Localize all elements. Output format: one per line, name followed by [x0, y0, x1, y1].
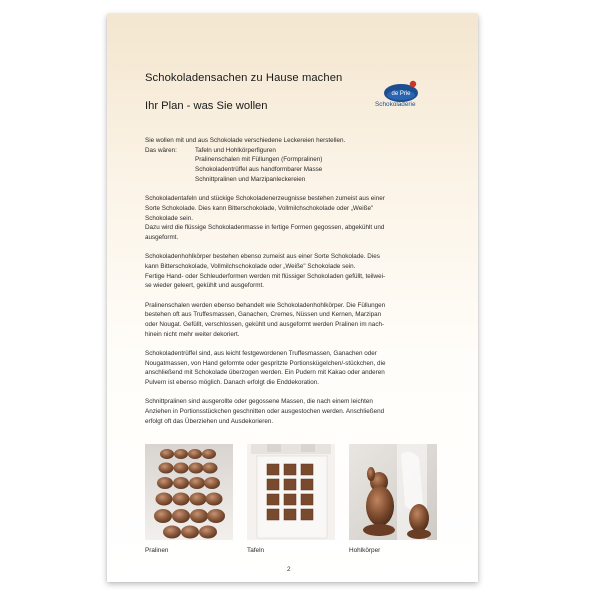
text-line: Pralinenschalen werden ebenso behandelt wie Schokoladenhohlkörper. Die Füllungen: [145, 301, 386, 309]
text-line: anschließend mit Schokolade überzogen werden. Ein Pudern mit Kakao oder anderen: [145, 369, 385, 377]
photo-caption: Pralinen: [145, 547, 169, 554]
paragraph-schnittpralinen: [145, 397, 445, 426]
photo-caption: Tafeln: [247, 547, 265, 554]
photo-caption: Hohlkörper: [349, 547, 381, 554]
brand-logo: [375, 74, 435, 114]
intro-list-item: Schnittpralinen und Marzipanleckereien: [195, 175, 306, 183]
paragraph-hohlkoerper: [145, 252, 445, 291]
hohlkoerper-photo: [349, 444, 437, 540]
intro-list: [145, 146, 445, 185]
text-line: ausgeformt.: [145, 233, 179, 241]
intro-paragraph: [145, 136, 445, 185]
text-line: Fertige Hand- oder Schleuderformen werden mit flüssiger Schokoladen gefüllt, teilwei-: [145, 272, 386, 280]
text-line: Nougatmassen, von Hand geformte oder gespritzte Portionskügelchen/-stückchen, die: [145, 359, 386, 367]
logo-brand-top: de Prie: [391, 91, 411, 97]
pralinen-photo: [145, 444, 233, 540]
paragraph-pralinenschalen: [145, 301, 445, 340]
tafeln-photo: [247, 444, 335, 540]
text-line: hinein nicht mehr weiter dekoriert.: [145, 330, 240, 338]
text-line: kann Bitterschokolade, Vollmilchschokolade oder „Weiße" Schokolade sein.: [145, 262, 356, 270]
text-line: Schokoladenhohlkörper bestehen ebenso zumeist aus einer Sorte Schokolade. Dies: [145, 253, 380, 261]
text-line: Anziehen in Portionsstückchen geschnitten oder ausgestochen werden. Anschließend: [145, 408, 385, 416]
text-line: oder Nougat. Gefüllt, verschlossen, gekühlt und ausgeformt werden Pralinen im nach-: [145, 321, 385, 329]
text-line: Pulvern ist ebenso möglich. Danach erfolgt die Enddekoration.: [145, 379, 319, 387]
logo-red-dot-icon: [410, 81, 416, 87]
intro-list-label: Das wären:: [145, 146, 177, 154]
paragraph-trueffel: [145, 349, 445, 388]
paragraph-tafeln: [145, 194, 445, 243]
body-text: [145, 136, 445, 436]
text-line: Schnittpralinen sind ausgerollte oder gegossene Massen, die nach einem leichten: [145, 398, 373, 406]
text-line: Schokolade sein.: [145, 214, 193, 222]
intro-list-item: Schokoladentrüffel aus handformbarer Masse: [195, 166, 323, 174]
text-line: bestehen oft aus Truffesmassen, Ganachen, Cremes, Nüssen und Kernen, Marzipan: [145, 311, 382, 319]
text-line: Schokoladentafeln und stückige Schokoladenerzeugnisse bestehen zumeist aus einer: [145, 195, 385, 203]
document-page: [107, 14, 478, 582]
logo-brand-name: Schokoladerie: [375, 101, 416, 108]
page-title: Schokoladensachen zu Hause machen: [145, 72, 343, 84]
text-line: erfolgt oft das Überziehen und Ausdekorieren.: [145, 417, 274, 425]
page-number: 2: [287, 566, 291, 573]
intro-list-item: Pralinenschalen mit Füllungen (Formpralinen): [195, 156, 323, 164]
page-subtitle: Ihr Plan - was Sie wollen: [145, 100, 268, 112]
text-line: Schokoladentrüffel sind, aus leicht festgewordenen Truffesmassen, Ganachen oder: [145, 350, 377, 358]
intro-list-item: Tafeln und Hohlkörperfiguren: [195, 146, 276, 154]
text-line: Dazu wird die flüssige Schokoladenmasse in fertige Formen gegossen, abgekühlt und: [145, 224, 385, 232]
text-line: Sorte Schokolade. Dies kann Bitterschokolade, Vollmilchschokolade oder „Weiße": [145, 204, 374, 212]
intro-sentence: Sie wollen mit und aus Schokolade verschiedene Leckereien herstellen.: [145, 137, 346, 144]
text-line: se wieder geleert, gekühlt und ausgeformt.: [145, 282, 265, 290]
